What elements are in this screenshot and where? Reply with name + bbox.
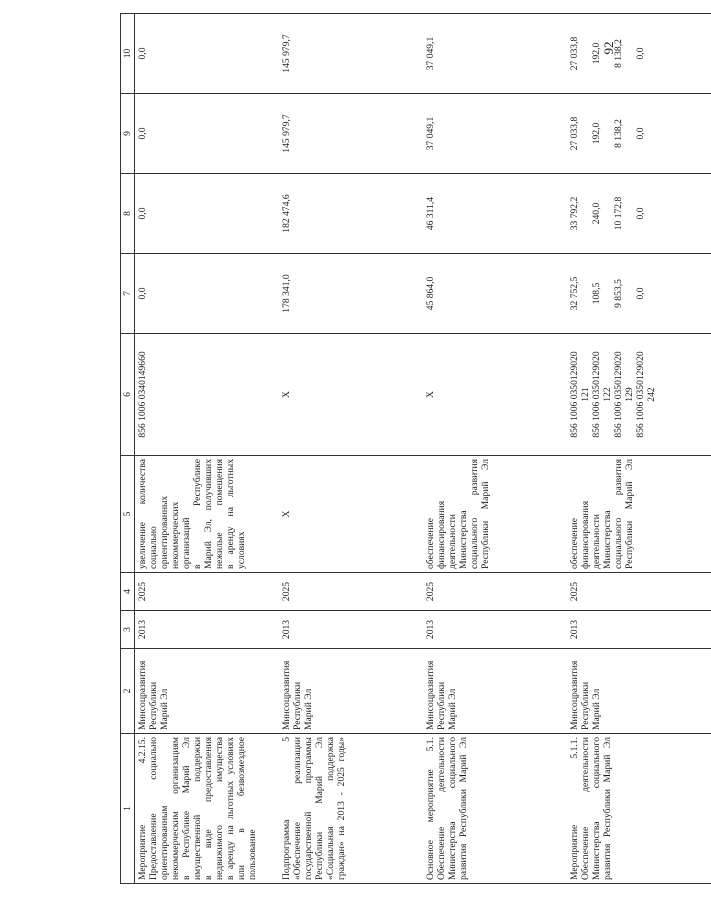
cell-text-line: Республики <box>292 681 303 730</box>
cell-text-line: 856 1006 0350129020 <box>591 351 602 438</box>
cell-text-line: деятельности <box>447 514 458 569</box>
cell-text-line: 129 <box>624 387 635 402</box>
cell-text-line: 37 049,1 <box>425 116 436 151</box>
cell-text-line: финансирования <box>436 500 447 569</box>
cell-text-line <box>580 257 591 330</box>
cell-text-line: 178 341,0 <box>281 274 292 313</box>
cell-text-line: Министерства <box>602 510 613 569</box>
cell-text-line <box>602 17 613 90</box>
cell-text-line: 8 138,2 <box>613 39 624 68</box>
cell-c7 <box>567 254 711 334</box>
cell-c4: 2025 <box>423 573 567 611</box>
cell-c10 <box>567 14 711 94</box>
column-header-2: 2 <box>121 649 135 734</box>
cell-text-line: 121 <box>580 387 591 402</box>
cell-text-line: Х <box>281 510 292 518</box>
cell-c1 <box>135 734 280 884</box>
table-row <box>567 14 711 884</box>
rotated-table-container <box>120 14 657 884</box>
cell-text-line: государственной программы <box>303 737 314 880</box>
cell-text-line: некоммерческим организациям <box>170 737 181 880</box>
column-header-3: 3 <box>121 611 135 649</box>
cell-text-line: Минсоцразвития <box>425 660 436 730</box>
cell-text-line: 0,0 <box>137 47 148 60</box>
cell-text-line <box>624 177 635 250</box>
cell-c5 <box>567 456 711 573</box>
cell-text-line: недвижимого имущества <box>214 737 225 880</box>
page-number: 92 <box>601 41 616 55</box>
cell-c6 <box>279 334 423 456</box>
cell-text-line <box>602 257 613 330</box>
cell-text-line: в аренду на льготных условиях <box>225 737 236 880</box>
cell-text-line: Республики Марий Эл <box>624 459 635 569</box>
cell-text-line: социального развития <box>613 459 624 569</box>
cell-text-line: 0,0 <box>635 287 646 300</box>
cell-text-line: 0,0 <box>635 127 646 140</box>
cell-c7 <box>279 254 423 334</box>
cell-text-line: Х <box>425 391 436 398</box>
cell-text-line: развития Республики Марий Эл <box>602 737 613 880</box>
cell-text-line: Обеспечение деятельности <box>580 737 591 880</box>
table-row <box>279 14 423 884</box>
cell-c7 <box>423 254 567 334</box>
program-table <box>120 13 711 884</box>
cell-text-line <box>624 17 635 90</box>
cell-text-line: Подпрограмма 5 <box>281 737 292 880</box>
cell-text-line: Республики <box>580 681 591 730</box>
cell-text-line: 0,0 <box>137 207 148 220</box>
cell-text-line: обеспечение <box>425 517 436 569</box>
cell-text-line: Марий Эл <box>591 688 602 730</box>
cell-text-line: ориентированных <box>159 495 170 569</box>
cell-text-line: финансирования <box>580 500 591 569</box>
cell-text-line: Республики <box>436 681 447 730</box>
cell-text-line: или в безвозмездное <box>236 737 247 880</box>
cell-text-line: 192,0 <box>591 42 602 65</box>
cell-text-line: 856 1006 0350129020 <box>613 351 624 438</box>
cell-text-line: пользование <box>247 829 258 880</box>
cell-c6 <box>567 334 711 456</box>
cell-c2 <box>423 649 567 734</box>
cell-text-line: 46 311,4 <box>425 196 436 231</box>
cell-c3: 2013 <box>423 611 567 649</box>
cell-text-line: некоммерческих <box>170 501 181 569</box>
cell-c7 <box>135 254 280 334</box>
cell-text-line: 240,0 <box>591 202 602 225</box>
cell-c6 <box>423 334 567 456</box>
cell-text-line: организаций <box>181 517 192 569</box>
cell-text-line: 45 864,0 <box>425 276 436 311</box>
cell-text-line <box>580 177 591 250</box>
cell-c8 <box>423 174 567 254</box>
cell-text-line: Основное мероприятие 5.1. <box>425 737 436 880</box>
cell-text-line <box>624 97 635 170</box>
cell-c1 <box>279 734 423 884</box>
cell-text-line: Обеспечение деятельности <box>436 737 447 880</box>
cell-text-line <box>602 177 613 250</box>
column-header-10: 10 <box>121 14 135 94</box>
cell-text-line <box>580 97 591 170</box>
cell-c5 <box>423 456 567 573</box>
table-row <box>135 14 280 884</box>
cell-text-line: Республики Марий Эл <box>314 737 325 880</box>
cell-text-line: Минсоцразвития <box>137 660 148 730</box>
cell-text-line: в виде предоставления <box>203 737 214 880</box>
cell-c3: 2013 <box>135 611 280 649</box>
cell-text-line: 27 033,8 <box>569 36 580 71</box>
cell-text-line: социального развития <box>469 459 480 569</box>
cell-c9 <box>279 94 423 174</box>
column-header-1: 1 <box>121 734 135 884</box>
cell-c8 <box>567 174 711 254</box>
cell-text-line: Мероприятие 4.2.15. <box>137 737 148 880</box>
cell-text-line: 0,0 <box>137 287 148 300</box>
cell-c10 <box>279 14 423 94</box>
cell-text-line: нежилые помещения <box>214 459 225 569</box>
cell-text-line: Республики <box>148 681 159 730</box>
cell-text-line: условиях <box>236 531 247 569</box>
cell-c5 <box>135 456 280 573</box>
cell-text-line: 145 979,7 <box>281 114 292 153</box>
cell-c1 <box>567 734 711 884</box>
cell-text-line: «Социальная поддержка <box>325 737 336 880</box>
cell-text-line: в Республике <box>192 459 203 569</box>
column-header-7: 7 <box>121 254 135 334</box>
cell-c9 <box>567 94 711 174</box>
cell-text-line <box>580 17 591 90</box>
cell-text-line: 856 1006 0350129020 <box>635 351 646 438</box>
cell-text-line: 242 <box>646 387 657 402</box>
cell-text-line: в аренду на льготных <box>225 459 236 569</box>
cell-text-line: Марий Эл <box>447 688 458 730</box>
column-header-4: 4 <box>121 573 135 611</box>
cell-text-line: увеличение количества <box>137 459 148 569</box>
cell-c8 <box>279 174 423 254</box>
table-header-row <box>121 14 135 884</box>
cell-c4: 2025 <box>279 573 423 611</box>
cell-c3: 2013 <box>567 611 711 649</box>
cell-c4: 2025 <box>567 573 711 611</box>
cell-text-line: 856 1006 0350129020 <box>569 351 580 438</box>
column-header-9: 9 <box>121 94 135 174</box>
cell-text-line: Министерства <box>458 510 469 569</box>
cell-text-line: Х <box>281 391 292 398</box>
cell-text-line: 10 172,8 <box>613 196 624 231</box>
column-header-6: 6 <box>121 334 135 456</box>
cell-text-line: Марий Эл <box>303 688 314 730</box>
table-row <box>423 14 567 884</box>
cell-text-line: развития Республики Марий Эл <box>458 737 469 880</box>
cell-c10 <box>135 14 280 94</box>
cell-text-line: Минсоцразвития <box>569 660 580 730</box>
cell-text-line: Мероприятие 5.1.1. <box>569 737 580 880</box>
cell-text-line: в Республике Марий Эл <box>181 737 192 880</box>
cell-text-line: 33 792,2 <box>569 196 580 231</box>
column-header-5: 5 <box>121 456 135 573</box>
cell-text-line: деятельности <box>591 514 602 569</box>
cell-text-line: 32 752,5 <box>569 276 580 311</box>
column-header-8: 8 <box>121 174 135 254</box>
cell-text-line: 0,0 <box>635 47 646 60</box>
cell-c10 <box>423 14 567 94</box>
cell-c8 <box>135 174 280 254</box>
cell-text-line: Предоставление социально <box>148 737 159 880</box>
cell-c2 <box>279 649 423 734</box>
cell-text-line: ориентированным <box>159 805 170 880</box>
cell-text-line: 108,5 <box>591 282 602 305</box>
cell-c1 <box>423 734 567 884</box>
cell-c4: 2025 <box>135 573 280 611</box>
cell-c6 <box>135 334 280 456</box>
cell-text-line: 145 979,7 <box>281 34 292 73</box>
cell-text-line: 182 474,6 <box>281 194 292 233</box>
cell-text-line: Республики Марий Эл <box>480 459 491 569</box>
cell-text-line: Министерства социального <box>447 737 458 880</box>
cell-text-line: 37 049,1 <box>425 36 436 71</box>
cell-c2 <box>135 649 280 734</box>
cell-text-line: 9 853,5 <box>613 279 624 308</box>
cell-text-line: Марий Эл, получивших <box>203 459 214 569</box>
cell-c9 <box>135 94 280 174</box>
cell-text-line: социально <box>148 526 159 569</box>
cell-text-line: «Обеспечение реализации <box>292 737 303 880</box>
cell-text-line: обеспечение <box>569 517 580 569</box>
cell-text-line <box>624 257 635 330</box>
cell-text-line: граждан» на 2013 - 2025 годы» <box>336 737 347 880</box>
cell-text-line: 856 1006 0340149660 <box>137 351 148 438</box>
cell-text-line: 0,0 <box>137 127 148 140</box>
cell-text-line: 0,0 <box>635 207 646 220</box>
cell-text-line: Министерства социального <box>591 737 602 880</box>
cell-text-line: 8 138,2 <box>613 119 624 148</box>
cell-text-line: 192,0 <box>591 122 602 145</box>
cell-c9 <box>423 94 567 174</box>
cell-text-line: 122 <box>602 387 613 402</box>
cell-text-line: Марий Эл <box>159 688 170 730</box>
cell-text-line: 27 033,8 <box>569 116 580 151</box>
cell-c2 <box>567 649 711 734</box>
cell-text-line: имущественной поддержки <box>192 737 203 880</box>
cell-c3: 2013 <box>279 611 423 649</box>
cell-text-line <box>602 97 613 170</box>
cell-c5 <box>279 456 423 573</box>
cell-text-line: Минсоцразвития <box>281 660 292 730</box>
